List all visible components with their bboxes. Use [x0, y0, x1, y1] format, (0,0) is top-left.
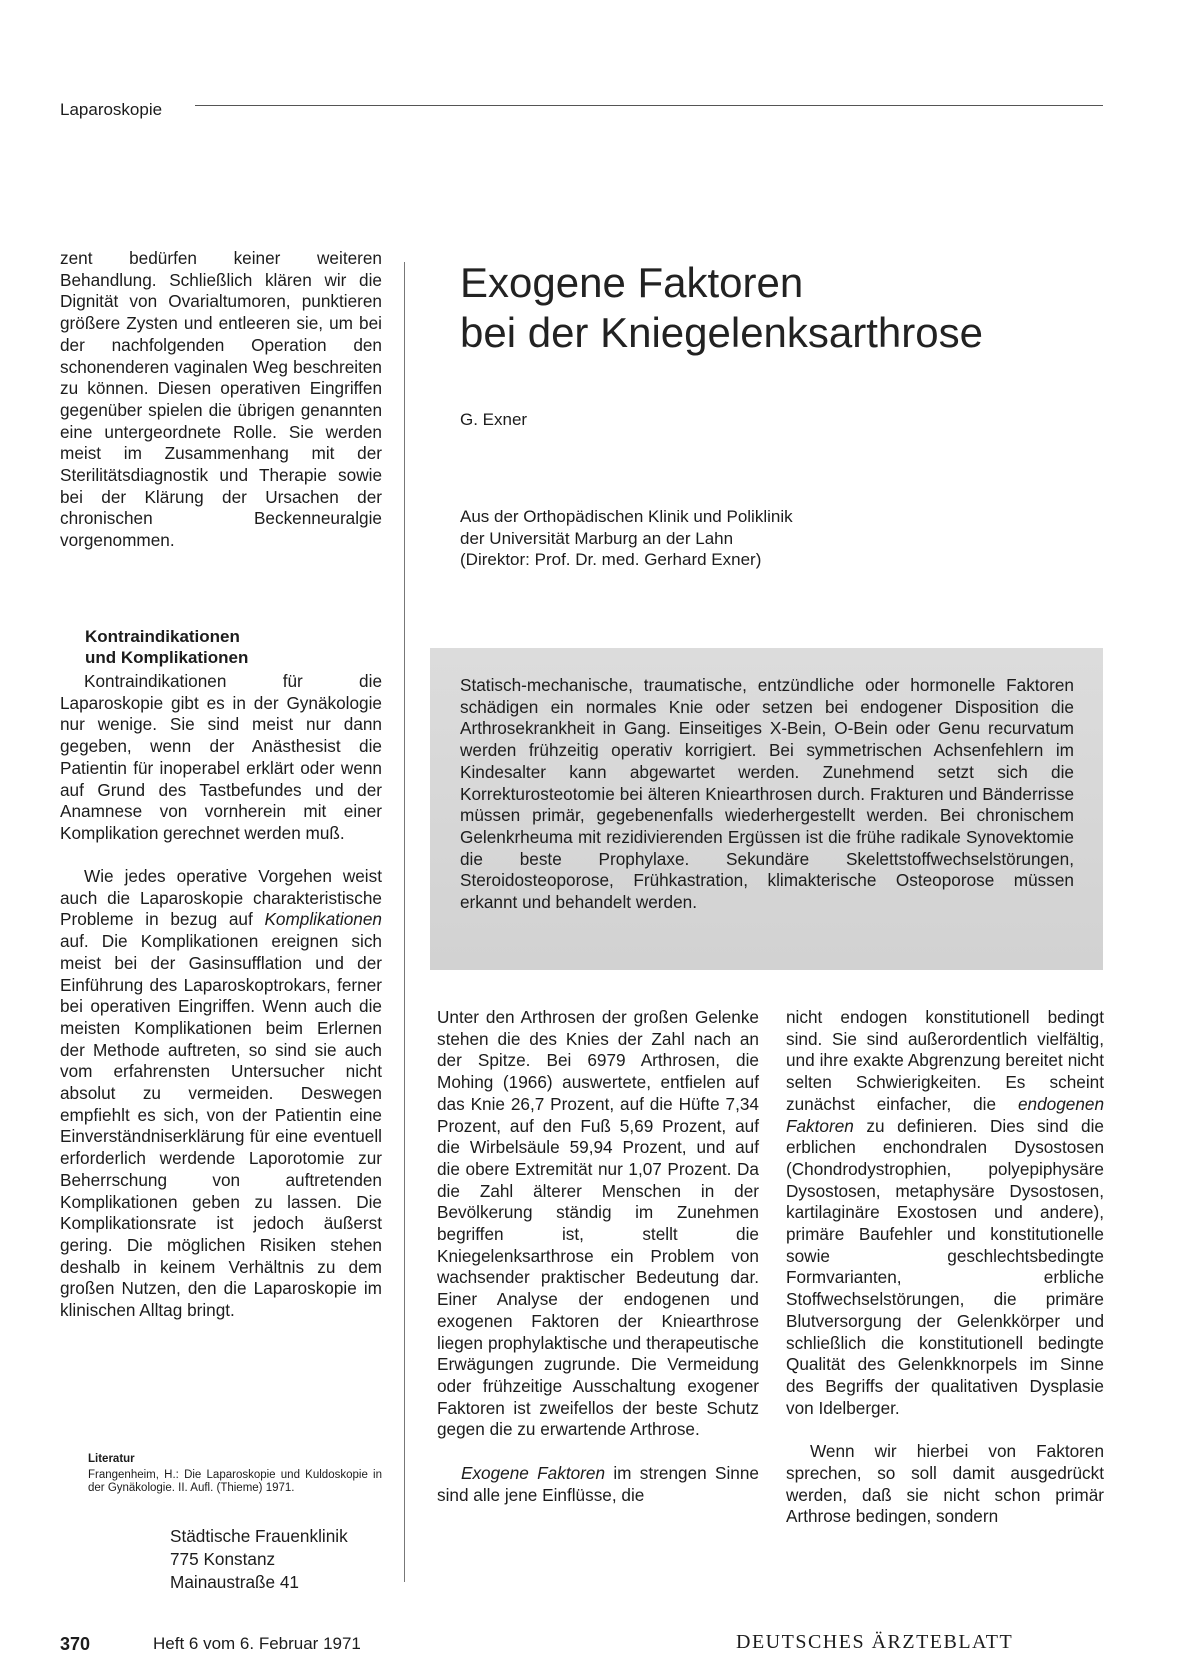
right-para-1-part-b: zu definieren. Dies sind die erblichen enchondralen Dysostosen (Chondrodystrophien, polyepiphysäre Dysostosen, metaphysäre Dysostosen, kartilaginäre Exostosen und andere), primäre Baufehler und konstitutionelle sowie geschlechtsbedingte Formvarianten, erbliche Stoffwechselstörungen, die primäre Blutversorgung der Gelenkkörper und schließlich die konstitutionell bedingte Qualität des Gelenkknorpels im Sinne des Begriffs der qualitativen Dysplasie von Idelberger.: [786, 1115, 1104, 1418]
literature-entry: Frangenheim, H.: Die Laparoskopie und Kuldoskopie in der Gynäkologie. II. Aufl. (Thieme) 1971.: [88, 1469, 382, 1494]
right-column: [786, 1007, 1104, 1528]
title-line-2: bei der Kniegelenksarthrose: [460, 309, 983, 356]
title-line-1: Exogene Faktoren: [460, 259, 804, 306]
address-line-1: Städtische Frauenklinik: [170, 1526, 348, 1546]
affiliation-line-3: (Direktor: Prof. Dr. med. Gerhard Exner): [460, 550, 762, 569]
left-para-3-part-a: Wie jedes operative Vorgehen weist auch die Laparoskopie charakteristische Probleme in bezug auf: [60, 866, 382, 930]
middle-para-2-text: im strengen Sinne sind alle jene Einflüsse, die: [437, 1463, 759, 1505]
address-block: [170, 1525, 348, 1594]
middle-column: [437, 1007, 759, 1506]
journal-name: DEUTSCHES ÄRZTEBLATT: [736, 1631, 1014, 1653]
literature-heading: Literatur: [88, 1453, 135, 1465]
section-subheading: [85, 626, 248, 668]
left-column-paragraph-1: [60, 248, 382, 552]
page-number: 370: [60, 1634, 91, 1654]
subheading-line-1: Kontraindikationen: [85, 627, 240, 646]
left-column-paragraph-3: [60, 866, 382, 1322]
header-rule: [195, 105, 1103, 106]
article-title: [460, 258, 983, 358]
right-para-1-part-a: nicht endogen konstitutionell bedingt sind. Sie sind außerordentlich vielfältig, und ihre exakte Abgrenzung bereitet nicht selten Schwierigkeiten. Es scheint zunächst einfacher, die: [786, 1007, 1104, 1114]
affiliation-line-1: Aus der Orthopädischen Klinik und Poliklinik: [460, 507, 793, 526]
right-para-1-italic: endogenen Faktoren: [786, 1093, 1104, 1136]
abstract-text: Statisch-mechanische, traumatische, entzündliche oder hormonelle Faktoren schädigen ein normales Knie oder setzen bei endogener Disposition die Arthrosekrankheit in Gang. Einseitiges X-Bein, O-Bein oder Genu recurvatum werden frühzeitig operativ korrigiert. Bei symmetrischen Achsenfehlern im Kindesalter kann abgewartet werden. Zunehmend setzt sich die Korrekturosteotomie bei älteren Kniearthrosen durch. Frakturen und Bänderrisse müssen primär, gegebenenfalls wiederhergestellt werden. Bei chronischem Gelenkrheuma mit rezidivierenden Ergüssen ist die frühe radikale Synovektomie die beste Prophylaxe. Sekundäre Skelettstoffwechselstörungen, Steroidosteoporose, Frühkastration, klimakterische Osteoporose müssen erkannt und behandelt werden.: [460, 675, 1074, 913]
address-line-3: Mainaustraße 41: [170, 1572, 299, 1592]
affiliation-line-2: der Universität Marburg an der Lahn: [460, 528, 734, 548]
left-para-3-italic: Komplikationen: [264, 909, 382, 930]
article-affiliation: [460, 506, 793, 571]
middle-para-2: [437, 1463, 759, 1506]
right-para-1: [786, 1007, 1104, 1419]
left-para-2-text: Kontraindikationen für die Laparoskopie gibt es in der Gynäkologie nur wenige. Sie sind meist nur dann gegeben, wenn der Anästhesist die Patientin für inoperabel erklärt oder wenn auf Grund des Tastbefundes und der Anamnese von vornherein mit einer Komplikation gerechnet werden muß.: [60, 671, 382, 843]
subheading-line-2: und Komplikationen: [85, 648, 249, 667]
left-column-paragraph-2: [60, 671, 382, 845]
middle-para-1: Unter den Arthrosen der großen Gelenke stehen die des Knies der Zahl nach an der Spitze. Bei 6979 Arthrosen, die Mohing (1966) auswertete, entfielen auf das Knie 26,7 Prozent, auf die Hüfte 7,34 Prozent, auf den Fuß 5,69 Prozent, auf die Wirbelsäule 59,94 Prozent, und auf die obere Extremität nur 1,07 Prozent. Da die Zahl älterer Menschen in der Bevölkerung ständig im Zunehmen begriffen ist, stellt die Kniegelenksarthrose ein Problem von wachsender praktischer Bedeutung dar. Einer Analyse der endogenen und exogenen Faktoren der Kniearthrose liegen prophylaktische und therapeutische Erwägungen zugrunde. Die Vermeidung oder frühzeitige Ausschaltung exogener Faktoren ist zweifellos der beste Schutz gegen die zu erwartende Arthrose.: [437, 1007, 759, 1440]
right-para-2: Wenn wir hierbei von Faktoren sprechen, so soll damit ausgedrückt werden, daß sie nicht schon primär Arthrose bedingen, sondern: [786, 1441, 1104, 1527]
issue-info: Heft 6 vom 6. Februar 1971: [153, 1634, 361, 1653]
address-line-2: 775 Konstanz: [170, 1549, 276, 1569]
left-para-3-text: [60, 866, 382, 1322]
left-para-1-text: zent bedürfen keiner weiteren Behandlung. Schließlich klären wir die Dignität von Ovarialtumoren, punktieren größere Zysten und entleeren sie, um bei der nachfolgenden Operation den schonenderen vaginalen Weg beschreiten zu können. Diesen operativen Eingriffen gegenüber spielen die übrigen genannten eine untergeordnete Rolle. Sie werden meist im Zusammenhang mit der Sterilitätsdiagnostik und Therapie sowie bei der Klärung der Ursachen der chronischen Beckenneuralgie vorgenommen.: [60, 248, 382, 551]
left-para-3-part-b: auf. Die Komplikationen ereignen sich meist bei der Gasinsufflation und der Einführung des Laparoskoptrokars, ferner bei operativen Eingriffen. Wenn auch die meisten Komplikationen beim Erlernen der Methode auftreten, so sind sie auch vom erfahrensten Untersucher nicht absolut zu vermeiden. Deswegen empfiehlt es sich, von der Patientin eine Einverständniserklärung für eine eventuell erforderlich werdende Laporotomie zur Beherrschung von auftretenden Komplikationen geben zu lassen. Die Komplikationsrate ist jedoch äußerst gering. Die möglichen Risiken stehen deshalb in keinem Verhältnis zu dem großen Nutzen, den die Laparoskopie im klinischen Alltag bringt.: [60, 931, 382, 1321]
middle-para-2-italic: Exogene Faktoren: [461, 1463, 606, 1484]
section-header: Laparoskopie: [60, 100, 163, 119]
article-author: G. Exner: [460, 410, 528, 429]
column-divider: [404, 262, 405, 1582]
